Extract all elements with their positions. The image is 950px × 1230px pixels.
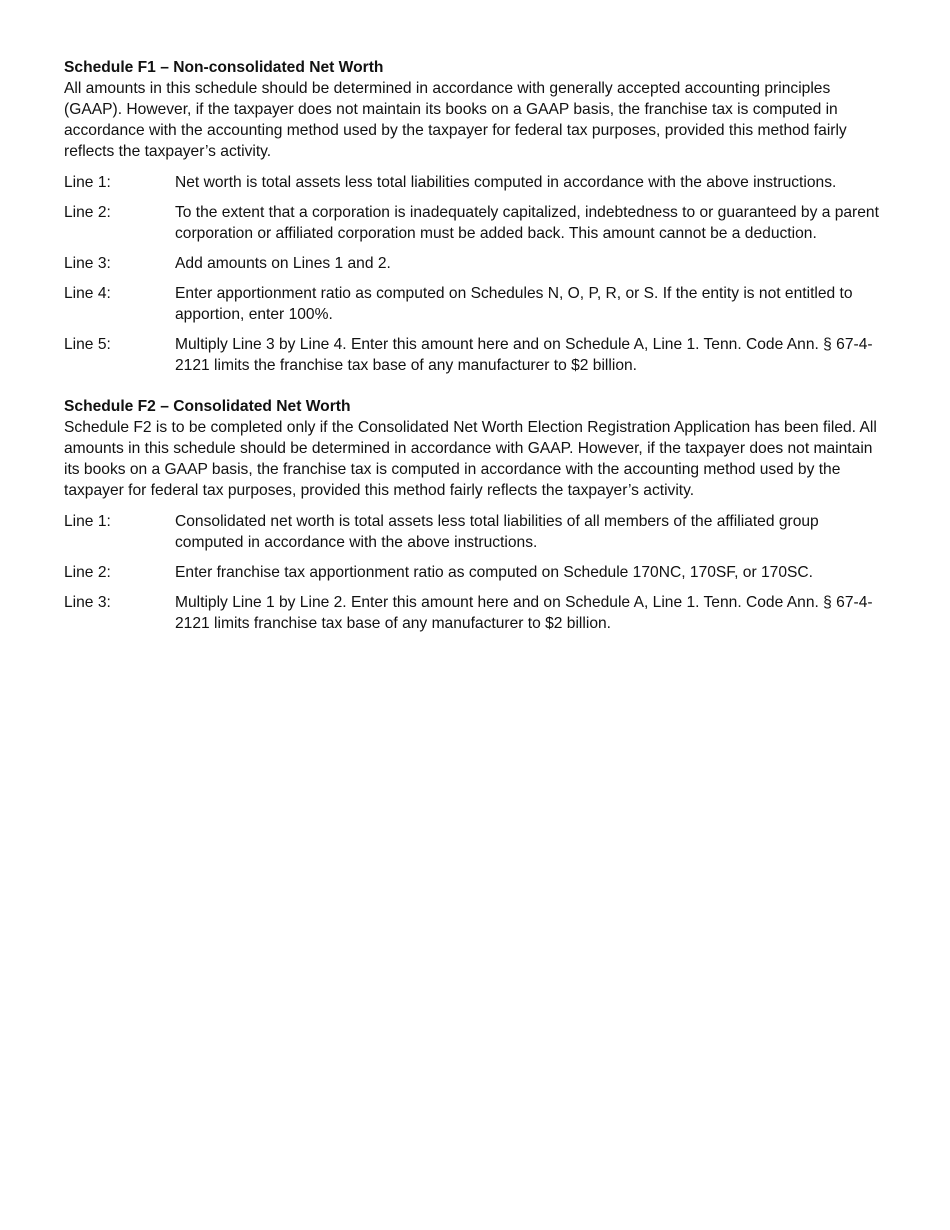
- line-label: Line 2:: [64, 564, 111, 581]
- instructions-page: [64, 57, 884, 643]
- line-text: To the extent that a corporation is inadequately capitalized, indebtedness to or guaranteed by a parent corporation or affiliated corporation must be added back. This amount cannot be a deduction.: [175, 204, 879, 242]
- schedule-f1-line-1: [64, 172, 884, 193]
- line-text: Net worth is total assets less total liabilities computed in accordance with the above instructions.: [175, 174, 837, 191]
- schedule-f2-line-3: [64, 592, 884, 634]
- schedule-f1-intro: All amounts in this schedule should be determined in accordance with generally accepted accounting principles (GAAP). However, if the taxpayer does not maintain its books on a GAAP basis, the franchise tax is computed in accordance with the accounting method used by the taxpayer for federal tax purposes, provided this method fairly reflects the taxpayer’s activity.: [64, 80, 847, 160]
- line-text: Enter franchise tax apportionment ratio as computed on Schedule 170NC, 170SF, or 170SC.: [175, 564, 813, 581]
- line-label: Line 1:: [64, 513, 111, 530]
- schedule-f2-section: [64, 396, 884, 634]
- line-label: Line 2:: [64, 204, 111, 221]
- schedule-f2-line-1: [64, 511, 884, 553]
- schedule-f1-section: [64, 57, 884, 376]
- line-text: Add amounts on Lines 1 and 2.: [175, 255, 391, 272]
- schedule-f1-line-3: [64, 253, 884, 274]
- line-text: Consolidated net worth is total assets less total liabilities of all members of the affiliated group computed in accordance with the above instructions.: [175, 513, 819, 551]
- schedule-f1-title: Schedule F1 – Non-consolidated Net Worth: [64, 59, 384, 76]
- line-text: Multiply Line 1 by Line 2. Enter this amount here and on Schedule A, Line 1. Tenn. Code Ann. § 67-4- 2121 limits franchise tax base of any manufacturer to $2 billion.: [175, 594, 873, 632]
- schedule-f1-line-4: [64, 283, 884, 325]
- line-label: Line 4:: [64, 285, 111, 302]
- line-label: Line 3:: [64, 594, 111, 611]
- line-text: Multiply Line 3 by Line 4. Enter this amount here and on Schedule A, Line 1. Tenn. Code Ann. § 67-4- 2121 limits the franchise tax base of any manufacturer to $2 billion.: [175, 336, 873, 374]
- schedule-f1-line-2: [64, 202, 884, 244]
- line-text: Enter apportionment ratio as computed on Schedules N, O, P, R, or S. If the entity is not entitled to apportion, enter 100%.: [175, 285, 853, 323]
- line-label: Line 1:: [64, 174, 111, 191]
- schedule-f2-line-2: [64, 562, 884, 583]
- line-label: Line 3:: [64, 255, 111, 272]
- line-label: Line 5:: [64, 336, 111, 353]
- schedule-f1-line-5: [64, 334, 884, 376]
- schedule-f2-intro: Schedule F2 is to be completed only if the Consolidated Net Worth Election Registration Application has been filed. All amounts in this schedule should be determined in accordance with GAAP. However, if the taxpayer does not maintain its books on a GAAP basis, the franchise tax is computed in accordance with the accounting method used by the taxpayer for federal tax purposes, provided this method fairly reflects the taxpayer’s activity.: [64, 419, 877, 499]
- schedule-f2-title: Schedule F2 – Consolidated Net Worth: [64, 398, 351, 415]
